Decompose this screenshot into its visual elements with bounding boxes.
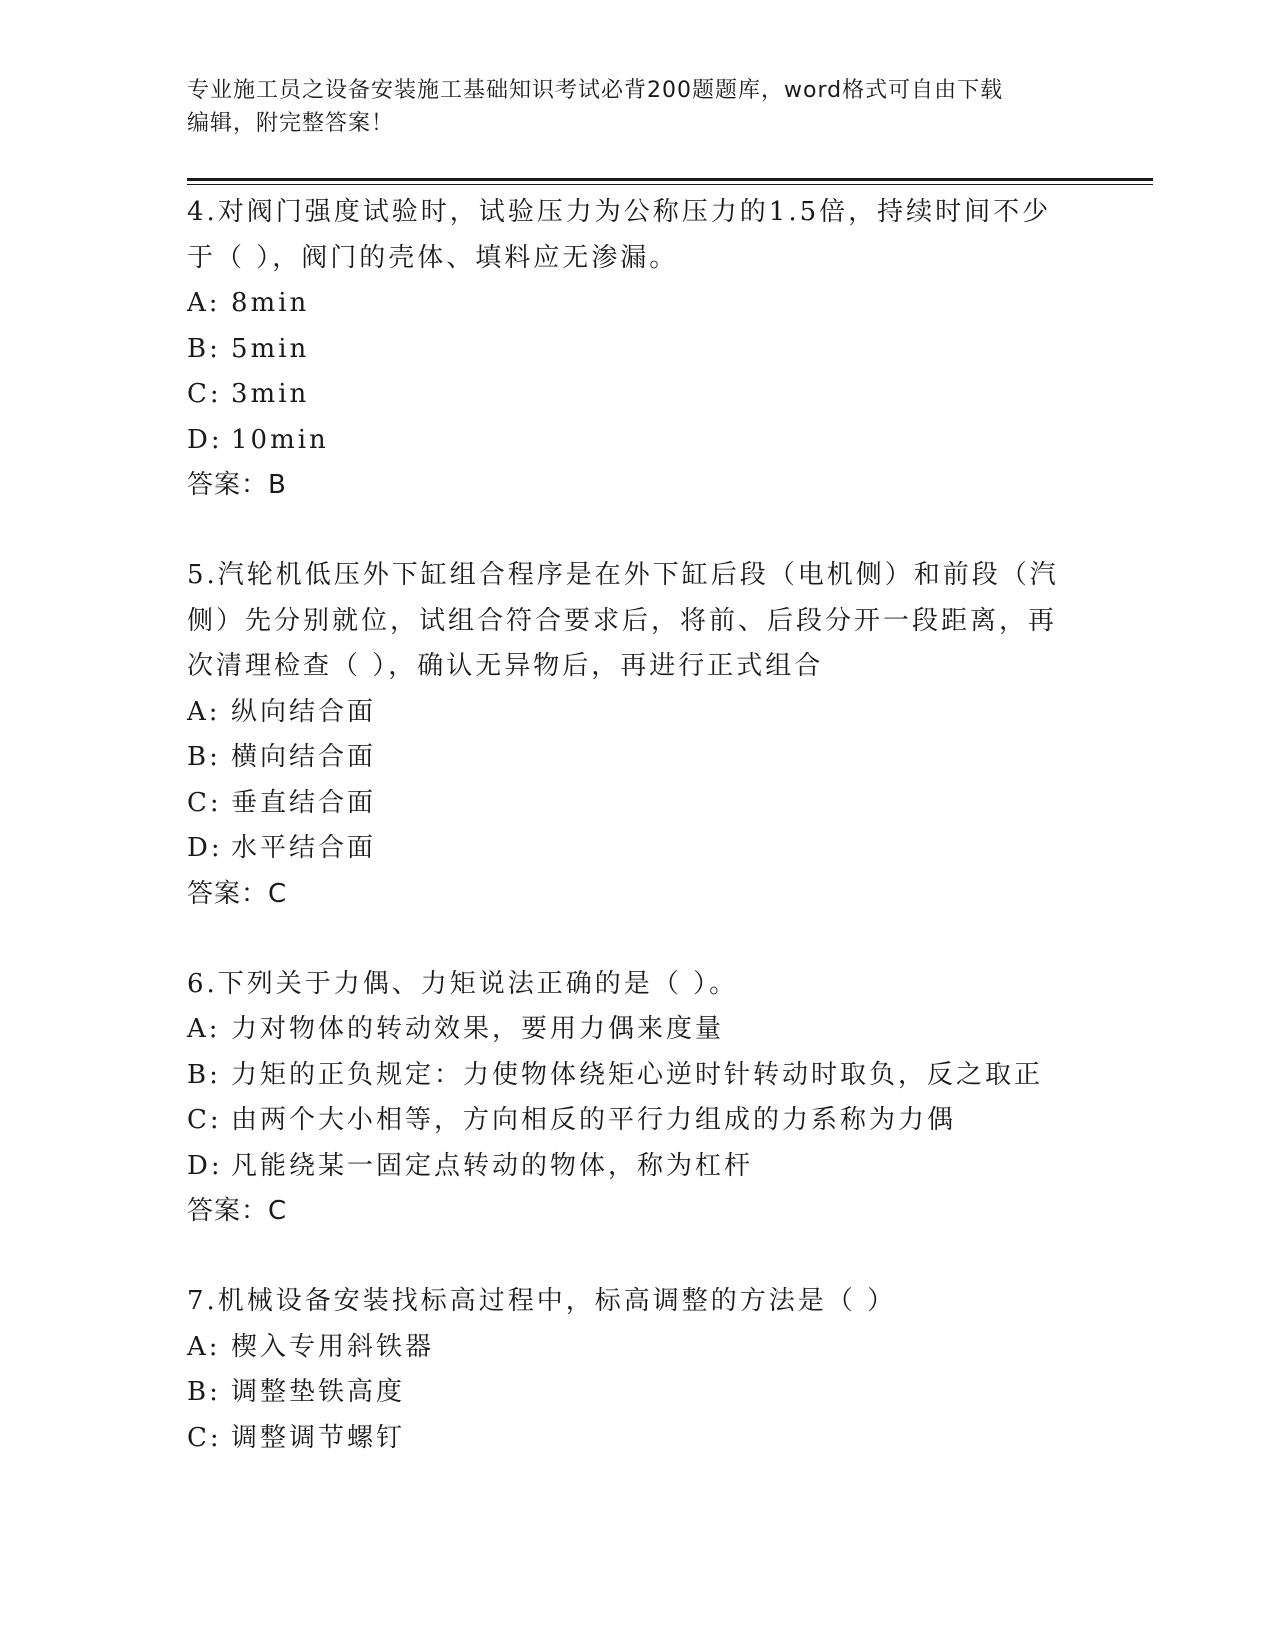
option-text: 垂直结合面 [231, 787, 377, 818]
option-a [187, 1325, 1087, 1371]
header-line-1: 专业施工员之设备安装施工基础知识考试必背200题题库，word格式可自由下载 [187, 78, 1004, 103]
option-text: 纵向结合面 [231, 696, 377, 727]
option-text: 3min [231, 379, 310, 409]
option-text: 调整调节螺钉 [231, 1422, 406, 1453]
option-c [187, 1416, 1087, 1462]
option-label: B: [187, 1377, 221, 1407]
option-a [187, 1007, 1087, 1053]
option-label: B: [187, 1059, 221, 1090]
option-text: 力对物体的转动效果，要用力偶来度量 [231, 1014, 725, 1044]
option-text: 由两个大小相等，方向相反的平行力组成的力系称为力偶 [231, 1105, 957, 1135]
answer: 答案：B [187, 470, 287, 500]
option-a [187, 281, 1087, 327]
option-label: C: [187, 1422, 222, 1453]
answer: 答案：C [187, 1196, 288, 1226]
option-c [187, 372, 1087, 418]
option-label: A: [187, 1331, 221, 1362]
question-stem: 侧）先分别就位，试组合符合要求后，将前、后段分开一段距离，再 [187, 605, 1058, 636]
option-b [187, 735, 1087, 781]
option-text: 楔入专用斜铁器 [231, 1331, 435, 1362]
question-stem: 7.机械设备安装找标高过程中，标高调整的方法是（ ） [187, 1286, 897, 1316]
option-label: D: [187, 1150, 223, 1181]
option-text: 5min [231, 333, 310, 364]
question-5 [187, 553, 1087, 917]
option-d [187, 826, 1087, 872]
option-b [187, 1370, 1087, 1416]
option-text: 10min [231, 424, 329, 455]
question-list [187, 190, 1087, 1506]
header-line-2: 编辑，附完整答案！ [187, 111, 395, 136]
option-label: D: [187, 424, 223, 455]
option-d [187, 1144, 1087, 1190]
document-header [187, 74, 1087, 140]
question-stem: 次清理检查（ ），确认无异物后，再进行正式组合 [187, 651, 824, 681]
option-text: 8min [231, 288, 310, 318]
option-label: C: [187, 787, 222, 818]
option-label: A: [187, 696, 221, 727]
option-text: 力矩的正负规定：力使物体绕矩心逆时针转动时取负，反之取正 [231, 1059, 1044, 1090]
option-text: 水平结合面 [231, 833, 377, 863]
option-label: C: [187, 379, 222, 409]
question-7 [187, 1279, 1087, 1461]
option-label: A: [187, 288, 221, 318]
option-c [187, 781, 1087, 827]
header-divider-thick [187, 178, 1153, 181]
question-6 [187, 962, 1087, 1235]
option-text: 横向结合面 [231, 742, 377, 772]
header-divider-thin [187, 184, 1153, 185]
option-label: A: [187, 1014, 221, 1044]
option-label: D: [187, 833, 223, 863]
option-b [187, 327, 1087, 373]
answer: 答案：C [187, 878, 288, 909]
option-b [187, 1053, 1087, 1099]
option-label: B: [187, 333, 221, 364]
option-a [187, 690, 1087, 736]
option-c [187, 1098, 1087, 1144]
option-text: 调整垫铁高度 [231, 1377, 406, 1407]
option-d [187, 418, 1087, 464]
question-stem: 于（ ），阀门的壳体、填料应无渗漏。 [187, 242, 679, 273]
option-text: 凡能绕某一固定点转动的物体，称为杠杆 [231, 1150, 754, 1181]
question-stem: 6.下列关于力偶、力矩说法正确的是（ ）。 [187, 968, 739, 999]
option-label: B: [187, 742, 221, 772]
question-4 [187, 190, 1087, 508]
question-stem: 5.汽轮机低压外下缸组合程序是在外下缸后段（电机侧）和前段（汽 [187, 560, 1059, 590]
question-stem: 4.对阀门强度试验时，试验压力为公称压力的1.5倍，持续时间不少 [187, 197, 1052, 227]
option-label: C: [187, 1105, 222, 1135]
